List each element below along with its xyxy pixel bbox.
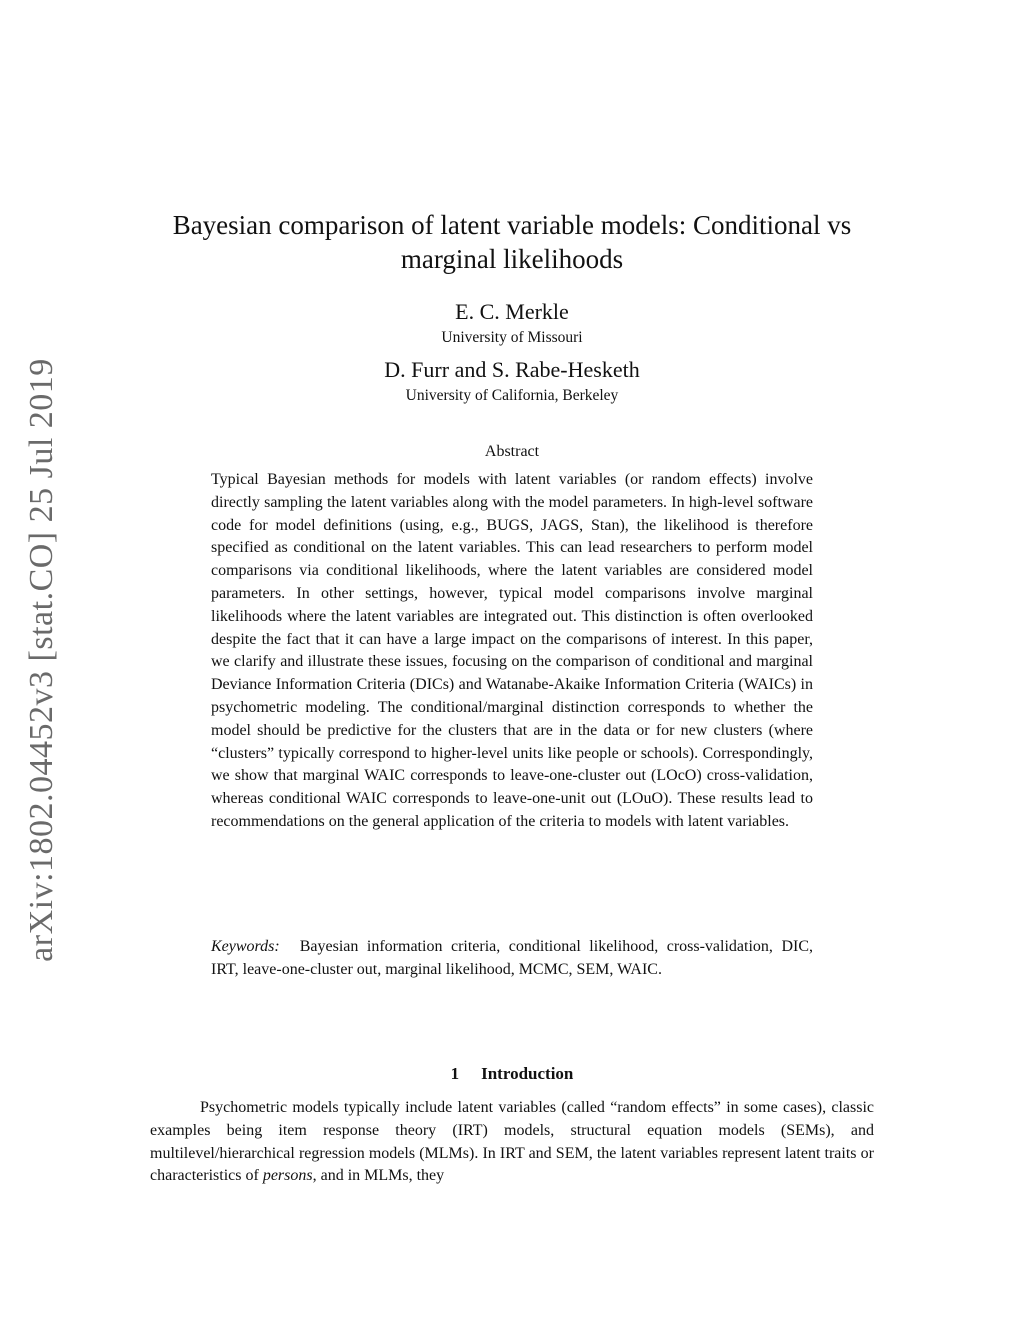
author-affiliation-2: University of California, Berkeley	[405, 387, 619, 404]
keywords	[211, 936, 813, 982]
abstract-text: Typical Bayesian methods for models with latent variables (or random effects) involve directly sampling the latent variables along with the model parameters. In high-level software code for model definitions (using, e.g., BUGS, JAGS, Stan), the likelihood is therefore specified as conditional on the latent variables. This can lead researchers to perform model comparisons via conditional likelihoods, where the latent variables are considered model parameters. In other settings, however, typical model comparisons involve marginal likelihoods where the latent variables are integrated out. This distinction is often overlooked despite the fact that it can have a large impact on the comparisons of interest. In this paper, we clarify and illustrate these issues, focusing on the comparison of conditional and marginal Deviance Information Criteria (DICs) and Watanabe-Akaike Information Criteria (WAICs) in psychometric modeling. The conditional/marginal distinction corresponds to whether the model should be predictive for the clusters that are in the data or for new clusters (where “clusters” typically correspond to higher-level units like people or schools). Correspondingly, we show that marginal WAIC corresponds to leave-one-cluster out (LOcO) cross-validation, whereas conditional WAIC corresponds to leave-one-unit out (LOuO). These results lead to recommendations on the general application of the criteria to models with latent variables.	[211, 471, 813, 830]
arxiv-identifier[interactable]: arXiv:1802.04452v3 [stat.CO] 25 Jul 2019	[23, 358, 60, 962]
abstract-heading: Abstract	[484, 443, 540, 460]
section-number: 1	[450, 1064, 460, 1083]
author-name-1: E. C. Merkle	[455, 299, 569, 324]
paper-title: Bayesian comparison of latent variable models: Conditional vs marginal likelihoods	[172, 210, 852, 274]
section-heading	[150, 1063, 874, 1085]
author-affiliation-1: University of Missouri	[441, 329, 583, 346]
intro-text-part-1: Psychometric models typically include latent variables (called “random effects” in some cases), classic examples being item response theory (IRT) models, structural equation models (SEMs), and multilevel/hierarchical regression models (MLMs). In IRT and SEM, the latent variables represent latent traits or characteristics of	[150, 1099, 874, 1185]
author-name-2: D. Furr and S. Rabe-Hesketh	[384, 357, 640, 382]
intro-text-part-2: , and in MLMs, they	[312, 1167, 445, 1185]
section-title: Introduction	[481, 1064, 574, 1083]
intro-emphasis: persons	[262, 1167, 313, 1185]
introduction-paragraph	[150, 1097, 874, 1188]
keywords-label: Keywords:	[211, 938, 280, 955]
keywords-text: Bayesian information criteria, conditional likelihood, cross-validation, DIC, IRT, leave-one-cluster out, marginal likelihood, MCMC, SEM, WAIC.	[211, 938, 813, 978]
